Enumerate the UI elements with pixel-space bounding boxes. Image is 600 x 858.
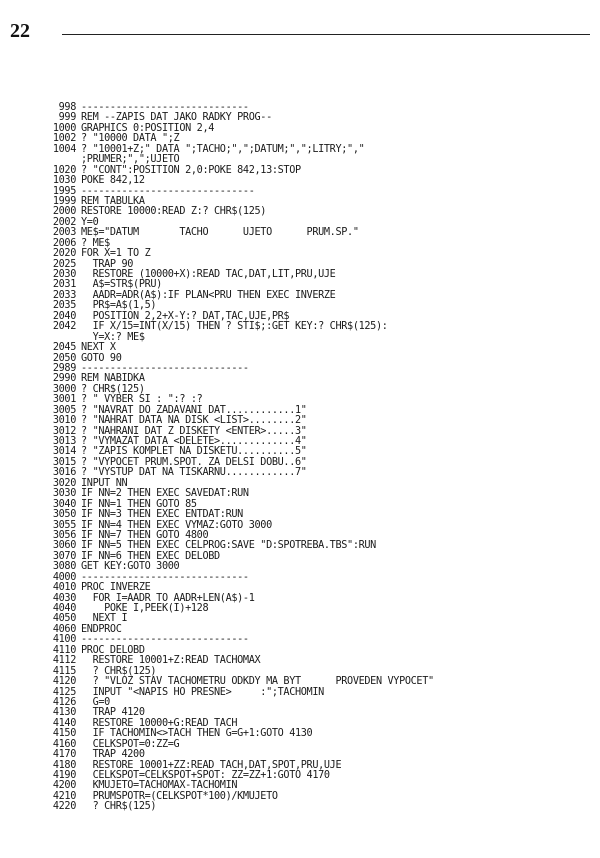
code-text: -----------------------------	[81, 571, 249, 583]
code-text: ? "10000 DATA ";Z	[81, 133, 180, 145]
header-rule	[62, 34, 590, 35]
code-text: KMUJETO=TACHOMAX-TACHOMIN	[81, 780, 238, 792]
line-number: 4126	[52, 696, 76, 708]
line-number: 4125	[52, 686, 76, 698]
code-text: ? "ZAPIS KOMPLET NA DISKETU..........5"	[81, 446, 307, 458]
code-line	[48, 468, 596, 478]
line-number: 2003	[52, 227, 76, 239]
code-text: INPUT "<NAPIS HO PRESNE> :";TACHOMIN	[81, 686, 324, 698]
code-text: TRAP 4120	[81, 707, 145, 719]
code-text: Y=X:? ME$	[81, 331, 145, 343]
code-text: IF X/15=INT(X/15) THEN ? STI$;:GET KEY:? CHR$(125):	[81, 321, 388, 333]
line-number: 4010	[52, 582, 76, 594]
code-text: POKE I,PEEK(I)+128	[81, 603, 209, 614]
code-text: -----------------------------	[81, 634, 249, 646]
code-text: REM TABULKA	[81, 195, 145, 207]
line-number: 2042	[52, 321, 76, 333]
line-number: 4100	[52, 634, 76, 646]
code-line	[48, 750, 596, 760]
code-text: ? "CONT":POSITION 2,0:POKE 842,13:STOP	[81, 164, 301, 176]
line-number: 1000	[52, 122, 76, 134]
line-number: 2040	[52, 310, 76, 322]
basic-program-listing	[48, 103, 596, 813]
line-number: 2045	[52, 342, 76, 354]
code-line	[48, 688, 596, 698]
line-number: 1002	[52, 133, 76, 145]
line-number: 3070	[52, 550, 76, 562]
code-text: IF TACHOMIN<>TACH THEN G=G+1:GOTO 4130	[81, 728, 313, 740]
line-number: 2035	[52, 300, 76, 312]
line-number: 3001	[52, 394, 76, 406]
line-number: 1999	[52, 195, 76, 207]
code-text: FOR X=1 TO Z	[81, 248, 151, 260]
line-number: 3016	[52, 467, 76, 479]
code-line	[48, 176, 596, 186]
line-number: 4180	[52, 759, 76, 771]
code-text: RESTORE 10001+Z:READ TACHOMAX	[81, 655, 261, 667]
line-number: 3010	[52, 415, 76, 427]
code-text: TRAP 4200	[81, 749, 145, 761]
line-number: 3014	[52, 446, 76, 458]
code-text: A$=STR$(PRU)	[81, 279, 162, 291]
code-line	[48, 677, 596, 687]
line-number: 3005	[52, 404, 76, 416]
code-text: IF NN=7 THEN GOTO 4800	[81, 529, 209, 541]
code-text: GOTO 90	[81, 352, 122, 364]
line-number: 3060	[52, 540, 76, 552]
line-number: 2030	[52, 269, 76, 280]
code-text: ? " VYBER SI : ":? :?	[81, 394, 203, 406]
code-text: PROC DELOBD	[81, 644, 145, 656]
line-number: 4160	[52, 738, 76, 750]
line-number: 3050	[52, 509, 76, 521]
code-text: FOR I=AADR TO AADR+LEN(A$)-1	[81, 592, 255, 604]
code-text: IF NN=2 THEN EXEC SAVEDAT:RUN	[81, 488, 249, 500]
page-number: 22	[10, 20, 30, 42]
line-number: 4170	[52, 749, 76, 761]
code-text: IF NN=3 THEN EXEC ENTDAT:RUN	[81, 509, 243, 521]
code-text: ? CHR$(125)	[81, 801, 157, 813]
line-number: 4115	[52, 665, 76, 677]
code-text: IF NN=1 THEN GOTO 85	[81, 498, 197, 510]
code-line	[48, 802, 596, 812]
line-number: 4112	[52, 655, 76, 667]
line-number: 2020	[52, 248, 76, 260]
line-number: 3013	[52, 436, 76, 447]
code-text: -----------------------------	[81, 362, 249, 374]
code-text: ? "NAVRAT DO ZADAVANI DAT............1"	[81, 404, 307, 416]
code-text: -----------------------------	[81, 102, 249, 113]
line-number: 3020	[52, 477, 76, 489]
code-text: ? "VYMAZAT DATA <DELETE>.............4"	[81, 436, 307, 447]
code-text: PRUMSPOTR=(CELKSPOT*100)/KMUJETO	[81, 790, 278, 802]
code-text: PR$=A$(1,5)	[81, 300, 157, 312]
code-line	[48, 614, 596, 624]
line-number: 1004	[52, 143, 76, 155]
line-number: 4140	[52, 717, 76, 729]
code-text: CELKSPOT=CELKSPOT+SPOT: ZZ=ZZ+1:GOTO 4170	[81, 770, 330, 781]
code-text: ? ME$	[81, 237, 110, 249]
code-text: RESTORE 10000:READ Z:? CHR$(125)	[81, 206, 267, 218]
code-text: ? "NAHRAT DATA NA DISK <LIST>........2"	[81, 415, 307, 427]
line-number: 4190	[52, 770, 76, 781]
line-number: 2033	[52, 289, 76, 301]
line-number: 1030	[52, 175, 76, 187]
code-text: ? "VYPOCET PRUM.SPOT. ZA DELSI DOBU..6"	[81, 456, 307, 468]
code-line	[48, 333, 596, 343]
line-number: 4120	[52, 676, 76, 688]
code-text: ENDPROC	[81, 623, 122, 635]
line-number: 4060	[52, 623, 76, 635]
code-text: POKE 842,12	[81, 175, 145, 187]
code-text: NEXT X	[81, 342, 116, 354]
line-number: 2000	[52, 206, 76, 218]
line-number: 3040	[52, 498, 76, 510]
code-text: ? CHR$(125)	[81, 665, 157, 677]
line-number: 3030	[52, 488, 76, 500]
line-number: 3055	[52, 519, 76, 531]
line-number: 4110	[52, 644, 76, 656]
code-line	[48, 510, 596, 520]
line-number: 3056	[52, 529, 76, 541]
code-text: AADR=ADR(A$):IF PLAN<PRU THEN EXEC INVERZE	[81, 289, 336, 301]
code-line	[48, 583, 596, 593]
code-line	[48, 416, 596, 426]
line-number: 2002	[52, 216, 76, 228]
code-text: ? "VYSTUP DAT NA TISKARNU............7"	[81, 467, 307, 479]
code-line	[48, 207, 596, 217]
code-text: INPUT NN	[81, 477, 128, 489]
code-text: Y=0	[81, 216, 99, 228]
line-number: 4220	[52, 801, 76, 813]
code-text: TRAP 90	[81, 258, 134, 270]
code-text: RESTORE 10000+G:READ TACH	[81, 717, 238, 729]
line-number: 999	[58, 112, 76, 124]
code-line	[48, 604, 596, 614]
line-number: 3000	[52, 383, 76, 395]
line-number: 4030	[52, 592, 76, 604]
code-text: ME$="DATUM TACHO UJETO PRUM.SP."	[81, 227, 359, 239]
line-number: 2050	[52, 352, 76, 364]
line-number: 4050	[52, 613, 76, 625]
code-line	[48, 228, 596, 238]
line-number: 3015	[52, 456, 76, 468]
line-number: 4000	[52, 571, 76, 583]
line-number: 2989	[52, 362, 76, 374]
line-number: 1020	[52, 164, 76, 176]
code-text: REM --ZAPIS DAT JAKO RADKY PROG--	[81, 112, 272, 124]
line-number: 2990	[52, 373, 76, 385]
code-text: G=0	[81, 696, 110, 708]
line-number: 2031	[52, 279, 76, 291]
line-number: 3012	[52, 425, 76, 437]
line-number: 998	[58, 102, 76, 113]
line-number: 2006	[52, 237, 76, 249]
line-number: 3080	[52, 561, 76, 573]
code-text: ? CHR$(125)	[81, 383, 145, 395]
code-text: IF NN=5 THEN EXEC CELPROG:SAVE "D:SPOTREBA.TBS":RUN	[81, 540, 376, 552]
code-line	[48, 343, 596, 353]
line-number: 4210	[52, 790, 76, 802]
line-number: 1995	[52, 185, 76, 197]
code-text: RESTORE (10000+X):READ TAC,DAT,LIT,PRU,UJE	[81, 269, 336, 280]
code-text: CELKSPOT=0:ZZ=G	[81, 738, 180, 750]
line-number: 4200	[52, 780, 76, 792]
code-text: REM NABIDKA	[81, 373, 145, 385]
code-text: PROC INVERZE	[81, 582, 151, 594]
code-text: ------------------------------	[81, 185, 255, 197]
code-text: NEXT I	[81, 613, 128, 625]
line-number: 4130	[52, 707, 76, 719]
line-number: 2025	[52, 258, 76, 270]
code-text: ? "VLOZ STAV TACHOMETRU ODKDY MA BYT PROVEDEN VYPOCET"	[81, 676, 434, 688]
line-number: 4150	[52, 728, 76, 740]
code-text: GRAPHICS 0:POSITION 2,4	[81, 122, 215, 134]
line-number: 4040	[52, 603, 76, 614]
code-text: ? "NAHRANI DAT Z DISKETY <ENTER>.....3"	[81, 425, 307, 437]
code-text: GET KEY:GOTO 3000	[81, 561, 180, 573]
code-text: IF NN=6 THEN EXEC DELOBD	[81, 550, 220, 562]
code-text: RESTORE 10001+ZZ:READ TACH,DAT,SPOT,PRU,UJE	[81, 759, 342, 771]
code-line	[48, 249, 596, 259]
code-text: POSITION 2,2+X-Y:? DAT,TAC,UJE,PR$	[81, 310, 290, 322]
code-text: ? "10001+Z;" DATA ";TACHO;",";DATUM;",";LITRY;","	[81, 143, 365, 155]
code-text: ;PRUMER;",";UJETO	[81, 154, 180, 166]
code-text: IF NN=4 THEN EXEC VYMAZ:GOTO 3000	[81, 519, 272, 531]
